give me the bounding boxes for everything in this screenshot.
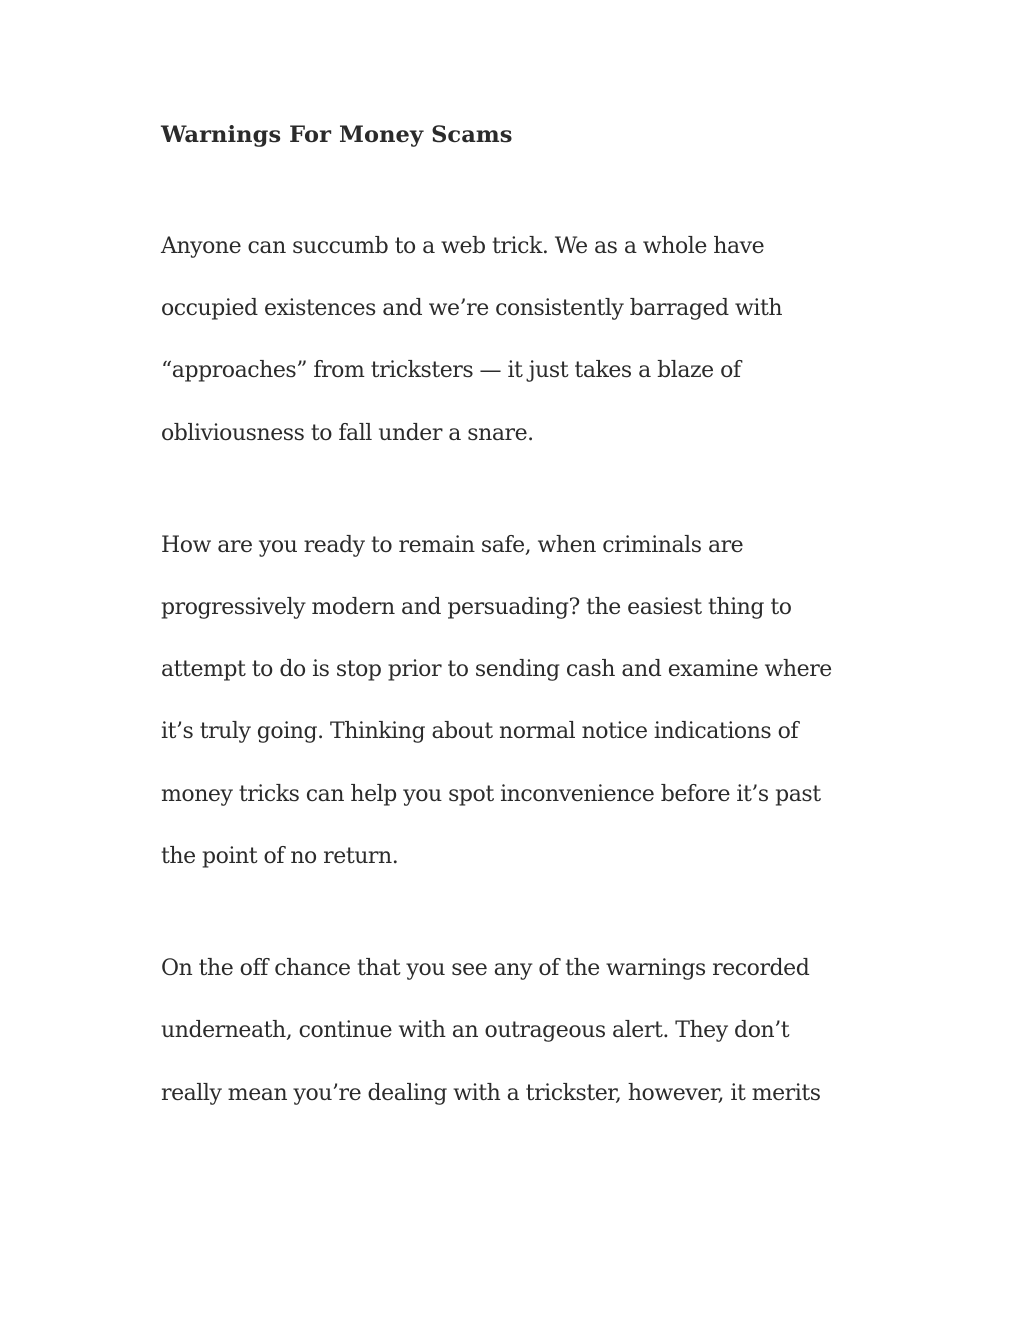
text-line: it’s truly going. Thinking about normal notice indications of [161, 719, 799, 744]
text-line: the point of no return. [161, 844, 399, 869]
text-line: How are you ready to remain safe, when criminals are [161, 533, 744, 558]
text-line: occupied existences and we’re consistently barraged with [161, 296, 783, 321]
text-line: “approaches” from tricksters — it just takes a blaze of [161, 358, 741, 383]
text-line: On the off chance that you see any of the warnings recorded [161, 956, 810, 981]
text-line: really mean you’re dealing with a trickster, however, it merits [161, 1081, 821, 1106]
document-title: Warnings For Money Scams [161, 122, 513, 148]
text-line: money tricks can help you spot inconvenience before it’s past [161, 782, 821, 807]
text-line: underneath, continue with an outrageous alert. They don’t [161, 1018, 790, 1043]
text-line: progressively modern and persuading? the easiest thing to [161, 595, 792, 620]
text-line: attempt to do is stop prior to sending cash and examine where [161, 657, 832, 682]
text-line: obliviousness to fall under a snare. [161, 421, 534, 446]
text-line: Anyone can succumb to a web trick. We as a whole have [161, 234, 765, 259]
